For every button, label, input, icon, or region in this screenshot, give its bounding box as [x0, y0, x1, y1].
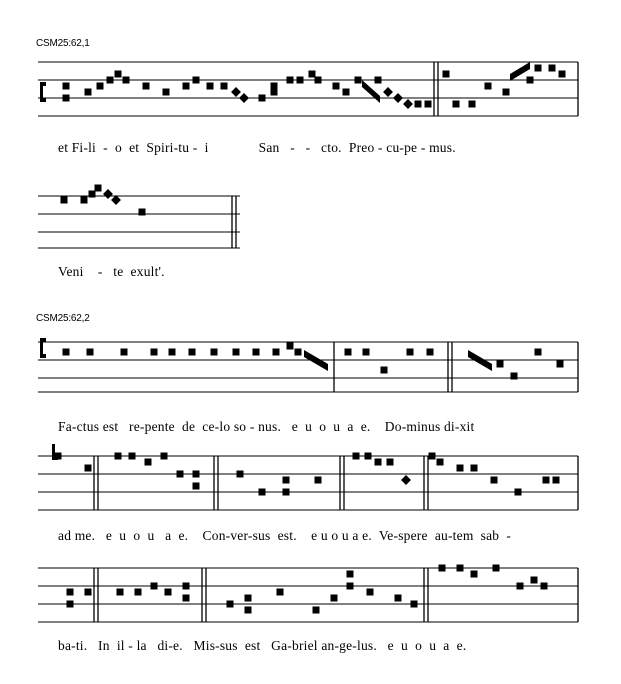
neume-note: [283, 489, 290, 496]
neume-note: [395, 595, 402, 602]
neume-note: [193, 77, 200, 84]
neume-note: [129, 453, 136, 460]
neume-note: [437, 459, 444, 466]
neume-note: [145, 459, 152, 466]
neume-note: [193, 471, 200, 478]
neume-note: [151, 583, 158, 590]
neume-note: [67, 601, 74, 608]
neume-note: [375, 77, 382, 84]
neume-note: [315, 77, 322, 84]
neume-note: [543, 477, 550, 484]
neume-note: [183, 83, 190, 90]
lyrics-line: Fa-ctus est re-pente de ce-lo so - nus. e u o u a e. Do-minus di-xit: [58, 419, 475, 434]
neume-note: [485, 83, 492, 90]
neume-note: [85, 89, 92, 96]
neume-note: [363, 349, 370, 356]
neume-note: [139, 209, 146, 216]
neume-note: [559, 71, 566, 78]
neume-note: [271, 83, 278, 90]
neume-note: [107, 77, 114, 84]
neume-note: [511, 373, 518, 380]
neume-note: [221, 83, 228, 90]
music-staff: [0, 336, 621, 396]
neume-note: [297, 77, 304, 84]
neume-note: [89, 191, 96, 198]
neume-note: [411, 601, 418, 608]
neume-note: [471, 571, 478, 578]
neume-note: [227, 601, 234, 608]
neume-note: [425, 101, 432, 108]
lyrics-line: Veni - te exult'.: [58, 264, 165, 279]
neume-note: [63, 83, 70, 90]
neume-note: [87, 349, 94, 356]
neume-note: [259, 95, 266, 102]
lyrics-line: ba-ti. In il - la di-e. Mis-sus est Ga-briel an-ge-lus. e u o u a e.: [58, 638, 467, 653]
neume-note: [375, 459, 382, 466]
neume-rhombus: [111, 195, 121, 205]
neume-note: [439, 565, 446, 572]
neume-note: [165, 589, 172, 596]
neume-note: [333, 83, 340, 90]
neume-note: [493, 565, 500, 572]
neume-rhombus: [383, 87, 393, 97]
neume-note: [183, 583, 190, 590]
neume-note: [453, 101, 460, 108]
neume-note: [115, 453, 122, 460]
neume-note: [115, 71, 122, 78]
neume-note: [233, 349, 240, 356]
c-clef-icon: [40, 338, 46, 358]
neume-note: [245, 607, 252, 614]
neume-note: [207, 83, 214, 90]
neume-note: [95, 185, 102, 192]
music-staff: [0, 556, 621, 626]
neume-note: [189, 349, 196, 356]
neume-note: [245, 595, 252, 602]
neume-note: [429, 453, 436, 460]
neume-note: [427, 349, 434, 356]
neume-note: [535, 65, 542, 72]
neume-note: [143, 83, 150, 90]
neume-note: [151, 349, 158, 356]
neume-note: [355, 77, 362, 84]
neume-note: [469, 101, 476, 108]
neume-note: [407, 349, 414, 356]
neume-note: [237, 471, 244, 478]
neume-note: [61, 197, 68, 204]
neume-note: [161, 453, 168, 460]
neume-note: [193, 483, 200, 490]
neume-note: [259, 489, 266, 496]
neume-note: [287, 77, 294, 84]
neume-note: [503, 89, 510, 96]
c-clef-icon: [40, 82, 46, 102]
neume-note: [123, 77, 130, 84]
neume-note: [315, 477, 322, 484]
neume-note: [497, 361, 504, 368]
neume-note: [541, 583, 548, 590]
lyrics-line: ad me. e u o u a e. Con-ver-sus est. e u o u a e. Ve-spere au-tem sab -: [58, 528, 512, 543]
neume-note: [387, 459, 394, 466]
neume-note: [67, 589, 74, 596]
neume-note: [85, 465, 92, 472]
neume-note: [271, 89, 278, 96]
neume-note: [345, 349, 352, 356]
neume-note: [343, 89, 350, 96]
neume-note: [365, 453, 372, 460]
neume-note: [121, 349, 128, 356]
neume-note: [331, 595, 338, 602]
neume-note: [287, 343, 294, 350]
neume-note: [517, 583, 524, 590]
neume-note: [177, 471, 184, 478]
neume-note: [353, 453, 360, 460]
neume-note: [183, 595, 190, 602]
neume-note: [169, 349, 176, 356]
neume-note: [347, 583, 354, 590]
neume-rhombus: [401, 475, 411, 485]
music-staff: [0, 58, 621, 118]
neume-note: [273, 349, 280, 356]
neume-note: [81, 197, 88, 204]
neume-note: [415, 101, 422, 108]
neume-note: [531, 577, 538, 584]
neume-note: [295, 349, 302, 356]
neume-note: [457, 465, 464, 472]
neume-note: [283, 477, 290, 484]
neume-note: [63, 349, 70, 356]
neume-note: [117, 589, 124, 596]
neume-note: [515, 489, 522, 496]
neume-note: [277, 589, 284, 596]
neume-note: [527, 77, 534, 84]
neume-note: [381, 367, 388, 374]
neume-note: [549, 65, 556, 72]
neume-note: [313, 607, 320, 614]
neume-note: [535, 349, 542, 356]
neume-note: [367, 589, 374, 596]
chant-label: CSM25:62,1: [36, 38, 90, 49]
neume-note: [55, 453, 62, 460]
neume-rhombus: [103, 189, 113, 199]
music-staff: [0, 444, 621, 514]
neume-note: [253, 349, 260, 356]
neume-note: [97, 83, 104, 90]
neume-note: [443, 71, 450, 78]
neume-rhombus: [403, 99, 413, 109]
chant-label: CSM25:62,2: [36, 313, 90, 324]
neume-note: [471, 465, 478, 472]
neume-note: [553, 477, 560, 484]
neume-note: [211, 349, 218, 356]
neume-note: [85, 589, 92, 596]
neume-note: [63, 95, 70, 102]
neume-rhombus: [231, 87, 241, 97]
neume-note: [163, 89, 170, 96]
neume-note: [491, 477, 498, 484]
neume-note: [309, 71, 316, 78]
neume-note: [557, 361, 564, 368]
neume-note: [135, 589, 142, 596]
neume-rhombus: [393, 93, 403, 103]
neume-rhombus: [239, 93, 249, 103]
music-staff: [0, 184, 621, 250]
neume-note: [457, 565, 464, 572]
neume-note: [347, 571, 354, 578]
lyrics-line: et Fi-li - o et Spiri-tu - i San - - cto. Preo - cu-pe - mus.: [58, 140, 456, 155]
